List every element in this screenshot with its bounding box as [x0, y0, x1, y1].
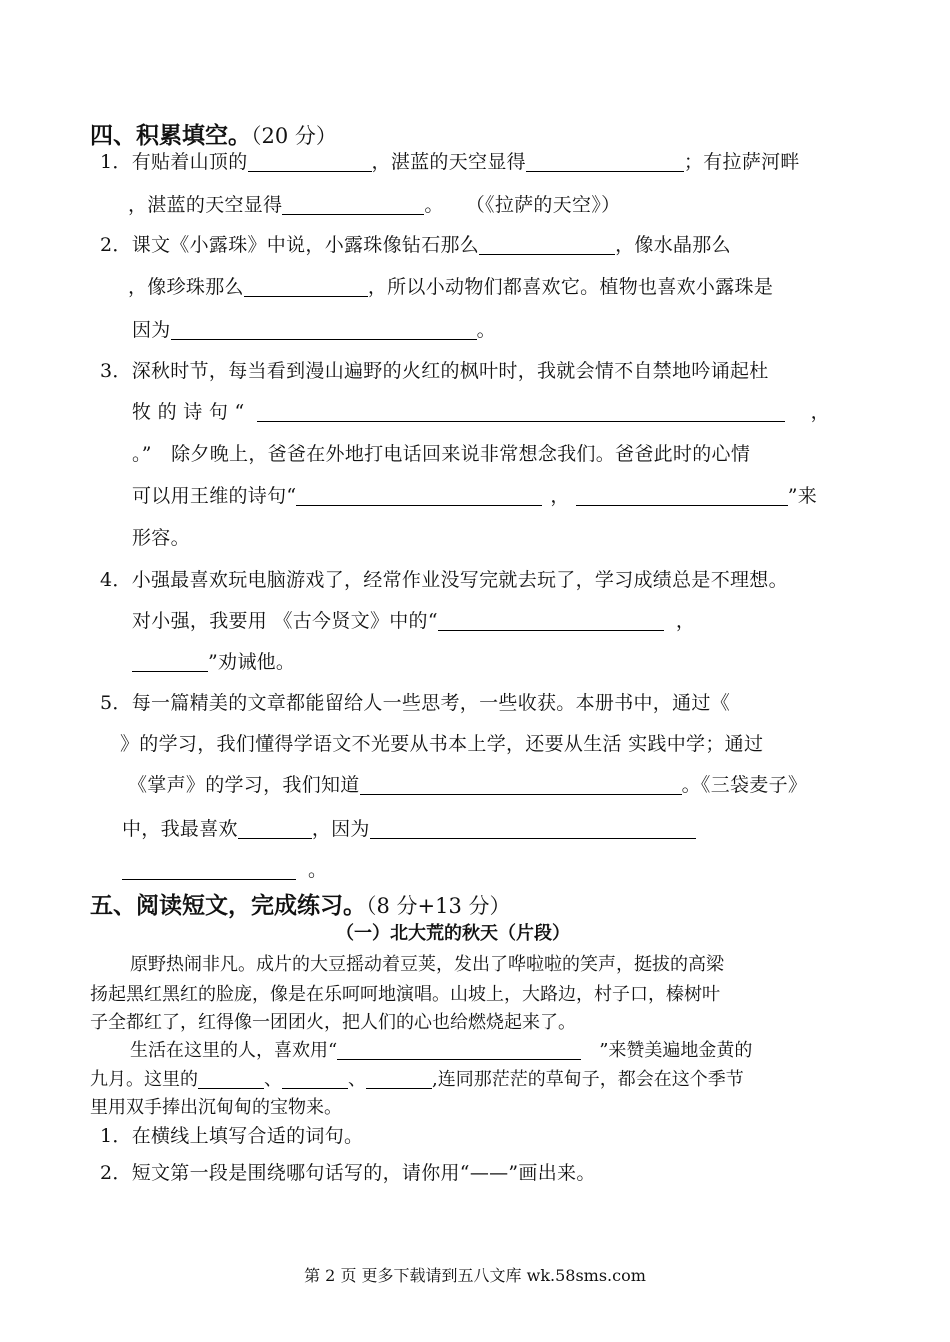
- answer-blank[interactable]: [122, 859, 296, 880]
- q5-text-c: 《掌声》的学习，我们知道: [128, 774, 360, 796]
- para2-text-d: ,连同那茫茫的草甸子，都会在这个季节: [432, 1069, 744, 1090]
- page-footer: 第 2 页 更多下载请到五八文库 wk.58sms.com: [304, 1266, 646, 1285]
- q4-line1: [100, 565, 788, 592]
- q1-source: （《拉萨的天空》）: [465, 194, 621, 216]
- q4-number: 4．: [100, 569, 132, 591]
- q3-line4: [132, 481, 817, 508]
- answer-blank[interactable]: [132, 651, 208, 672]
- q4-text-d: ”劝诫他。: [208, 651, 296, 673]
- answer-blank[interactable]: [296, 485, 542, 506]
- q2-line3: [132, 315, 496, 342]
- q3-number: 3．: [100, 360, 132, 382]
- passage-title: （一）北大荒的秋天（片段）: [336, 923, 570, 944]
- answer-blank[interactable]: [248, 151, 372, 172]
- passage-para2-line3: 里用双手捧出沉甸甸的宝物来。: [90, 1097, 342, 1118]
- q5-text-f: ，因为: [311, 818, 370, 840]
- q4-text-b: 对小强，我要用 《古今贤文》中的“: [132, 610, 438, 632]
- q3-text-d: 。” 除夕晚上，爸爸在外地打电话回来说非常想念我们。爸爸此时的心情: [132, 443, 751, 465]
- q5-number: 5．: [100, 692, 132, 714]
- q2-text-b: ，像水晶那么: [615, 234, 731, 256]
- q4-text-c: ，: [675, 610, 696, 632]
- q4-line3: [132, 647, 295, 674]
- q3-text-h: 形容。: [132, 527, 190, 549]
- q1-number: 1．: [100, 151, 132, 173]
- passage-title-line: [336, 919, 570, 945]
- passage-para1-line2: 扬起黑红黑红的脸庞，像是在乐呵呵地演唱。山坡上，大路边，村子口，榛树叶: [90, 984, 720, 1005]
- answer-blank[interactable]: [244, 276, 368, 297]
- q3-line1: [100, 356, 769, 383]
- q2-line1: [100, 230, 731, 257]
- q3-line2: [132, 397, 830, 424]
- q5-text-e: 中，我最喜欢: [122, 818, 238, 840]
- q1-line1: [100, 147, 800, 174]
- q5-line1: [100, 688, 730, 715]
- s5-question-2: [100, 1158, 596, 1185]
- q2-text-d: ，所以小动物们都喜欢它。植物也喜欢小露珠是: [367, 276, 774, 298]
- q2-text-f: 。: [476, 319, 496, 341]
- q5-line4: [122, 814, 696, 841]
- q3-text-c: ，: [810, 401, 830, 423]
- q5-text-d: 。《三袋麦子》: [681, 774, 808, 796]
- q1-text-c: ；有拉萨河畔: [683, 151, 800, 173]
- passage-para1-line1: 原野热闹非凡。成片的大豆摇动着豆荚，发出了哗啦啦的笑声，挺拔的高梁: [130, 954, 724, 975]
- answer-blank[interactable]: [238, 818, 312, 839]
- answer-blank[interactable]: [576, 485, 788, 506]
- q5-line2: [120, 729, 763, 756]
- para2-text-a: 生活在这里的人，喜欢用“: [130, 1040, 338, 1061]
- q5-text-g: 。: [308, 859, 328, 881]
- q2-text-c: ，像珍珠那么: [128, 276, 244, 298]
- q3-text-e: 可以用王维的诗句“: [132, 485, 297, 507]
- para2-sep: 、: [264, 1069, 282, 1090]
- answer-blank[interactable]: [479, 234, 615, 255]
- q1-text-e: 。: [424, 194, 444, 216]
- q5-text-a: 每一篇精美的文章都能留给人一些思考，一些收获。本册书中，通过《: [131, 692, 731, 714]
- q1-text-d: ，湛蓝的天空显得: [128, 194, 283, 216]
- s5-q2-number: 2．: [100, 1162, 132, 1184]
- q3-line5: [132, 523, 190, 550]
- q4-text-a: 小强最喜欢玩电脑游戏了，经常作业没写完就去玩了，学习成绩总是不理想。: [131, 569, 788, 591]
- answer-blank[interactable]: [438, 610, 664, 631]
- answer-blank[interactable]: [526, 151, 684, 172]
- section-5-title: 五、阅读短文，完成练习。: [90, 893, 366, 919]
- section-4-title: 四、积累填空。: [90, 123, 251, 149]
- passage-para1-line3: 子全都红了，红得像一团团火，把人们的心也给燃烧起来了。: [90, 1012, 576, 1033]
- para2-sep: 、: [348, 1069, 366, 1090]
- q5-text-b: 》的学习，我们懂得学语文不光要从书本上学，还要从生活 实践中学；通过: [120, 733, 764, 755]
- s5-q2-text: 短文第一段是围绕哪句话写的，请你用“——”画出来。: [131, 1162, 596, 1184]
- q2-line2: [128, 272, 773, 299]
- section-5-points: （8 分+13 分）: [366, 894, 511, 918]
- q2-number: 2．: [100, 234, 132, 256]
- answer-blank[interactable]: [198, 1070, 264, 1089]
- answer-blank[interactable]: [257, 401, 785, 422]
- q1-text-a: 有贴着山顶的: [131, 151, 248, 173]
- q1-line2: [128, 190, 620, 217]
- q3-line3: [132, 439, 750, 466]
- answer-blank[interactable]: [282, 1070, 348, 1089]
- q5-line3: [128, 770, 807, 797]
- s5-question-1: [100, 1121, 363, 1148]
- q3-text-g: ”来: [787, 485, 818, 507]
- para2-text-c: 九月。这里的: [90, 1069, 198, 1090]
- q3-text-b: 牧 的 诗 句 “: [132, 401, 245, 423]
- answer-blank[interactable]: [282, 194, 424, 215]
- section-5-heading: [90, 887, 511, 920]
- answer-blank[interactable]: [171, 319, 477, 340]
- para2-text-b: ”来赞美遍地金黄的: [599, 1040, 753, 1061]
- answer-blank[interactable]: [370, 818, 696, 839]
- q1-text-b: ，湛蓝的天空显得: [371, 151, 526, 173]
- q4-line2: [132, 606, 695, 633]
- q2-text-a: 课文《小露珠》中说，小露珠像钻石那么: [131, 234, 480, 256]
- q3-text-a: 深秋时节，每当看到漫山遍野的火红的枫叶时，我就会情不自禁地吟诵起杜: [131, 360, 769, 382]
- section-4-heading: [90, 117, 337, 150]
- answer-blank[interactable]: [360, 774, 682, 795]
- q5-line5: [122, 855, 327, 882]
- q3-text-f: ，: [550, 485, 570, 507]
- s5-q1-number: 1．: [100, 1125, 132, 1147]
- q2-text-e: 因为: [132, 319, 171, 341]
- passage-para2-line2: [90, 1065, 744, 1091]
- section-4-points: （20 分）: [251, 124, 337, 148]
- passage-para2-line1: [130, 1036, 752, 1062]
- s5-q1-text: 在横线上填写合适的词句。: [131, 1125, 364, 1147]
- answer-blank[interactable]: [366, 1070, 432, 1089]
- answer-blank[interactable]: [337, 1041, 581, 1060]
